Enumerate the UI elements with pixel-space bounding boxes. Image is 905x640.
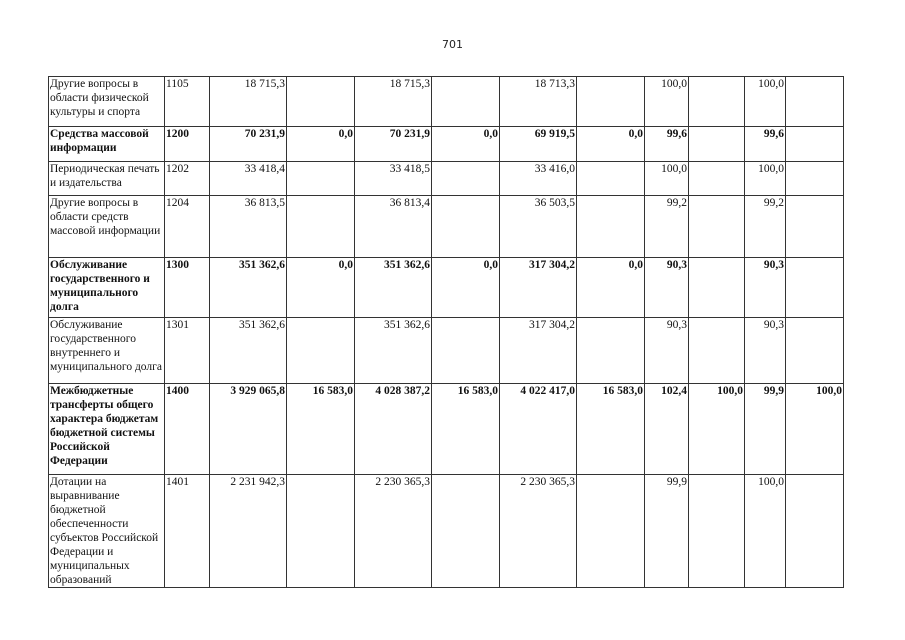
cell-actual-federal: 0,0 — [577, 258, 645, 318]
cell-plan-total: 351 362,6 — [210, 258, 287, 318]
budget-table — [48, 76, 844, 588]
cell-plan-federal: 0,0 — [287, 258, 355, 318]
cell-plan-federal — [287, 77, 355, 127]
cell-actual-total: 18 713,3 — [500, 77, 577, 127]
cell-revised-total: 36 813,4 — [355, 196, 432, 258]
cell-plan-total: 70 231,9 — [210, 127, 287, 162]
table-row — [49, 196, 844, 258]
cell-pct-plan-federal — [689, 127, 745, 162]
row-name: Другие вопросы в области средств массовой информации — [49, 196, 165, 258]
cell-actual-total: 36 503,5 — [500, 196, 577, 258]
row-name: Межбюджетные трансферты общего характера бюджетам бюджетной системы Российской Федерации — [49, 384, 165, 475]
row-name: Периодическая печать и издательства — [49, 162, 165, 196]
cell-pct-plan-federal — [689, 475, 745, 588]
cell-pct-revised-federal: 100,0 — [786, 384, 844, 475]
table-row — [49, 162, 844, 196]
cell-pct-revised-federal — [786, 196, 844, 258]
cell-pct-plan-total: 100,0 — [645, 77, 689, 127]
row-name: Обслуживание государственного внутреннего и муниципального долга — [49, 318, 165, 384]
cell-pct-revised-total: 90,3 — [745, 318, 786, 384]
cell-actual-total: 4 022 417,0 — [500, 384, 577, 475]
cell-pct-plan-federal — [689, 77, 745, 127]
row-code: 1401 — [165, 475, 210, 588]
cell-pct-plan-total: 90,3 — [645, 318, 689, 384]
cell-revised-total: 351 362,6 — [355, 258, 432, 318]
cell-revised-total: 18 715,3 — [355, 77, 432, 127]
cell-actual-total: 317 304,2 — [500, 258, 577, 318]
cell-revised-federal — [432, 77, 500, 127]
cell-pct-plan-federal — [689, 318, 745, 384]
row-code: 1400 — [165, 384, 210, 475]
row-code: 1204 — [165, 196, 210, 258]
row-name: Средства массовой информации — [49, 127, 165, 162]
cell-pct-plan-total: 100,0 — [645, 162, 689, 196]
table-row — [49, 475, 844, 588]
cell-revised-federal — [432, 475, 500, 588]
cell-plan-total: 351 362,6 — [210, 318, 287, 384]
cell-plan-federal: 16 583,0 — [287, 384, 355, 475]
cell-actual-total: 2 230 365,3 — [500, 475, 577, 588]
table-row — [49, 318, 844, 384]
cell-pct-plan-federal — [689, 162, 745, 196]
cell-pct-revised-total: 90,3 — [745, 258, 786, 318]
cell-pct-revised-total: 99,6 — [745, 127, 786, 162]
cell-actual-federal: 0,0 — [577, 127, 645, 162]
row-code: 1105 — [165, 77, 210, 127]
cell-revised-federal: 0,0 — [432, 127, 500, 162]
cell-revised-total: 33 418,5 — [355, 162, 432, 196]
cell-plan-federal — [287, 318, 355, 384]
cell-actual-federal — [577, 77, 645, 127]
cell-revised-federal: 0,0 — [432, 258, 500, 318]
table-row — [49, 384, 844, 475]
cell-actual-federal — [577, 475, 645, 588]
cell-revised-total: 2 230 365,3 — [355, 475, 432, 588]
cell-revised-total: 70 231,9 — [355, 127, 432, 162]
cell-pct-plan-total: 99,2 — [645, 196, 689, 258]
cell-actual-total: 317 304,2 — [500, 318, 577, 384]
table-row — [49, 77, 844, 127]
cell-pct-revised-total: 100,0 — [745, 475, 786, 588]
cell-pct-revised-total: 100,0 — [745, 77, 786, 127]
cell-revised-federal: 16 583,0 — [432, 384, 500, 475]
cell-plan-total: 3 929 065,8 — [210, 384, 287, 475]
cell-plan-federal — [287, 162, 355, 196]
cell-actual-federal — [577, 196, 645, 258]
cell-revised-federal — [432, 162, 500, 196]
row-code: 1301 — [165, 318, 210, 384]
cell-actual-total: 33 416,0 — [500, 162, 577, 196]
cell-pct-revised-federal — [786, 162, 844, 196]
cell-pct-revised-federal — [786, 127, 844, 162]
cell-pct-plan-federal — [689, 258, 745, 318]
cell-pct-plan-total: 90,3 — [645, 258, 689, 318]
cell-plan-total: 18 715,3 — [210, 77, 287, 127]
cell-pct-revised-federal — [786, 77, 844, 127]
cell-pct-revised-federal — [786, 475, 844, 588]
cell-pct-revised-federal — [786, 258, 844, 318]
cell-actual-federal — [577, 162, 645, 196]
table-row — [49, 258, 844, 318]
cell-plan-total: 36 813,5 — [210, 196, 287, 258]
row-code: 1202 — [165, 162, 210, 196]
row-name: Обслуживание государственного и муниципального долга — [49, 258, 165, 318]
cell-pct-plan-total: 99,6 — [645, 127, 689, 162]
cell-pct-revised-total: 99,9 — [745, 384, 786, 475]
cell-actual-federal — [577, 318, 645, 384]
row-name: Дотации на выравнивание бюджетной обеспеченности субъектов Российской Федерации и муниципальных образований — [49, 475, 165, 588]
cell-pct-plan-total: 102,4 — [645, 384, 689, 475]
cell-plan-federal — [287, 196, 355, 258]
cell-revised-total: 351 362,6 — [355, 318, 432, 384]
row-code: 1200 — [165, 127, 210, 162]
cell-plan-total: 2 231 942,3 — [210, 475, 287, 588]
page-number: 701 — [442, 38, 463, 51]
cell-pct-plan-total: 99,9 — [645, 475, 689, 588]
cell-plan-federal: 0,0 — [287, 127, 355, 162]
cell-revised-federal — [432, 318, 500, 384]
cell-pct-plan-federal: 100,0 — [689, 384, 745, 475]
cell-actual-total: 69 919,5 — [500, 127, 577, 162]
row-code: 1300 — [165, 258, 210, 318]
cell-revised-federal — [432, 196, 500, 258]
cell-pct-plan-federal — [689, 196, 745, 258]
cell-actual-federal: 16 583,0 — [577, 384, 645, 475]
cell-plan-federal — [287, 475, 355, 588]
cell-plan-total: 33 418,4 — [210, 162, 287, 196]
table-row — [49, 127, 844, 162]
row-name: Другие вопросы в области физической культуры и спорта — [49, 77, 165, 127]
cell-revised-total: 4 028 387,2 — [355, 384, 432, 475]
cell-pct-revised-total: 100,0 — [745, 162, 786, 196]
cell-pct-revised-total: 99,2 — [745, 196, 786, 258]
cell-pct-revised-federal — [786, 318, 844, 384]
